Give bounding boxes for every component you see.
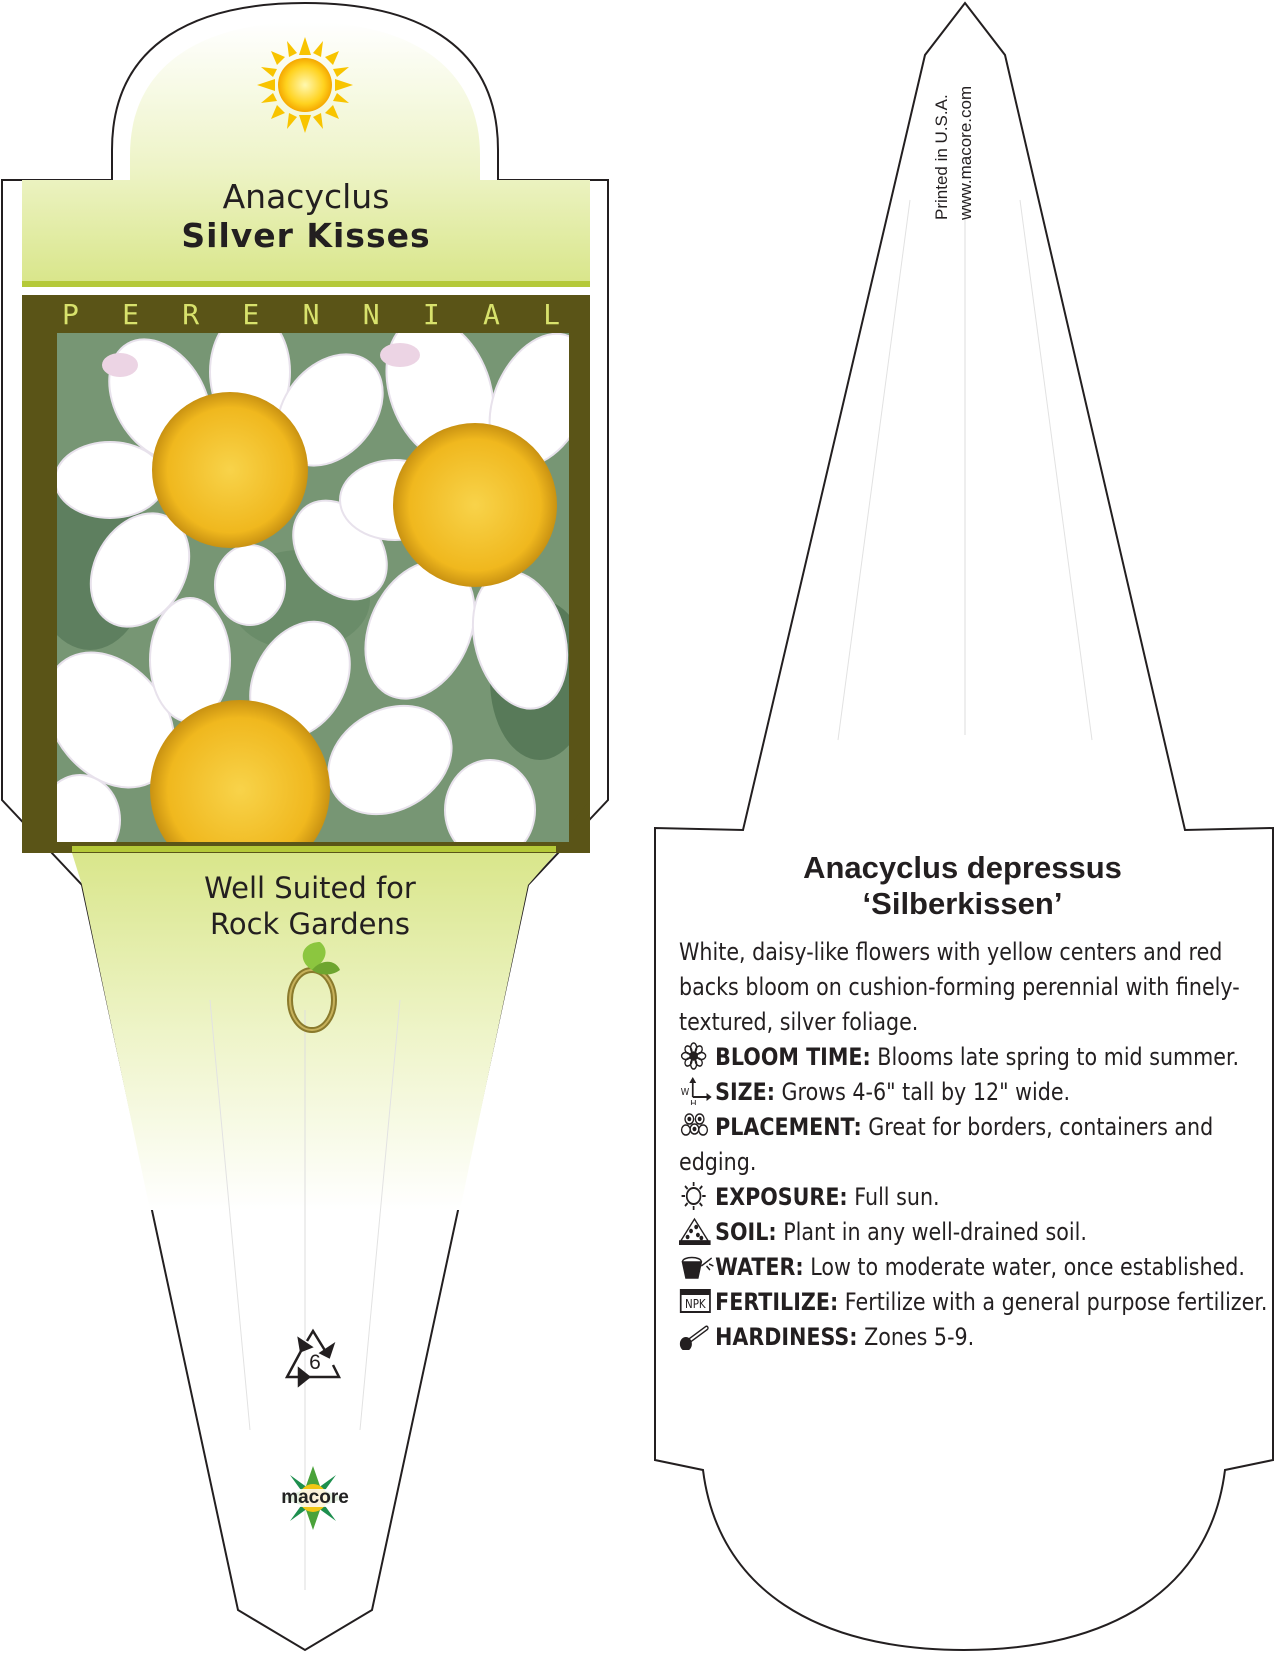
care-label: PLACEMENT:: [715, 1113, 862, 1141]
placement-icon: [679, 1112, 712, 1140]
plant-genus: Anacyclus: [222, 177, 390, 216]
size-icon-h: H: [690, 1098, 697, 1105]
care-text: Grows 4-6" tall by 12" wide.: [781, 1078, 1071, 1106]
care-row: [679, 1040, 1272, 1075]
care-row: [679, 1320, 1272, 1355]
care-text: Great for borders, containers and edging.: [679, 1113, 1214, 1176]
category-letter: N: [362, 298, 380, 331]
care-row: [679, 1215, 1272, 1250]
soil-icon: [679, 1217, 712, 1245]
lower-divider: [72, 846, 556, 852]
care-label: FERTILIZE:: [715, 1288, 839, 1316]
tagline: [100, 870, 520, 942]
care-row: [679, 1250, 1272, 1285]
care-label: EXPOSURE:: [715, 1183, 848, 1211]
category-letter: E: [122, 298, 139, 331]
scientific-name-line: ‘Silberkissen’: [862, 886, 1063, 921]
care-label: SOIL:: [715, 1218, 777, 1246]
care-text: Plant in any well-drained soil.: [783, 1218, 1087, 1246]
category-letter: I: [422, 298, 440, 331]
size-icon-w: W: [680, 1086, 690, 1099]
size-icon: [679, 1077, 712, 1105]
care-text: Full sun.: [854, 1183, 940, 1211]
care-info: [679, 935, 1272, 1355]
recycle-code: 6: [309, 1351, 321, 1374]
header-divider: [22, 281, 590, 287]
care-text: Blooms late spring to mid summer.: [877, 1043, 1240, 1071]
care-row: [679, 1075, 1272, 1110]
care-row: [679, 1180, 1272, 1215]
category-letter: E: [242, 298, 260, 331]
care-text: Fertilize with a general purpose fertilizer.: [844, 1288, 1268, 1316]
flower-icon: [679, 1042, 712, 1070]
category-letter: R: [182, 298, 200, 331]
brand-name: macore: [281, 1487, 349, 1508]
back-tag-outline: [655, 3, 1273, 1650]
plant-photo: [20, 302, 611, 880]
scientific-name-line: Anacyclus depressus: [803, 850, 1122, 885]
category-letter: A: [482, 298, 500, 331]
watering-can-icon: [679, 1252, 712, 1280]
sun-icon: [679, 1182, 712, 1210]
care-row: [679, 1110, 1272, 1180]
tagline-line: Well Suited for: [204, 871, 416, 905]
category-letter: P: [62, 298, 79, 331]
plant-cultivar: Silver Kisses: [181, 216, 431, 255]
npk-label: NPK: [684, 1297, 706, 1312]
care-label: BLOOM TIME:: [715, 1043, 871, 1071]
printed-in: Printed in U.S.A.: [932, 94, 951, 220]
category-letter: L: [543, 298, 560, 331]
thermometer-icon: [679, 1322, 712, 1350]
sun-logo-icon: [257, 37, 353, 133]
care-row: [679, 1285, 1272, 1320]
care-text: Low to moderate water, once established.: [810, 1253, 1245, 1281]
website: www.macore.com: [956, 85, 975, 220]
plant-category: [22, 298, 590, 332]
printer-info: [930, 50, 990, 220]
npk-icon: [679, 1287, 712, 1315]
care-label: WATER:: [715, 1253, 804, 1281]
tagline-line: Rock Gardens: [210, 907, 410, 941]
care-text: Zones 5-9.: [864, 1323, 975, 1351]
category-letter: N: [302, 298, 320, 331]
care-label: HARDINESS:: [715, 1323, 858, 1351]
care-label: SIZE:: [715, 1078, 775, 1106]
scientific-name: [660, 850, 1265, 922]
description: White, daisy-like flowers with yellow centers and red backs bloom on cushion-forming perennial with finely-textured, silver foliage.: [679, 938, 1240, 1036]
